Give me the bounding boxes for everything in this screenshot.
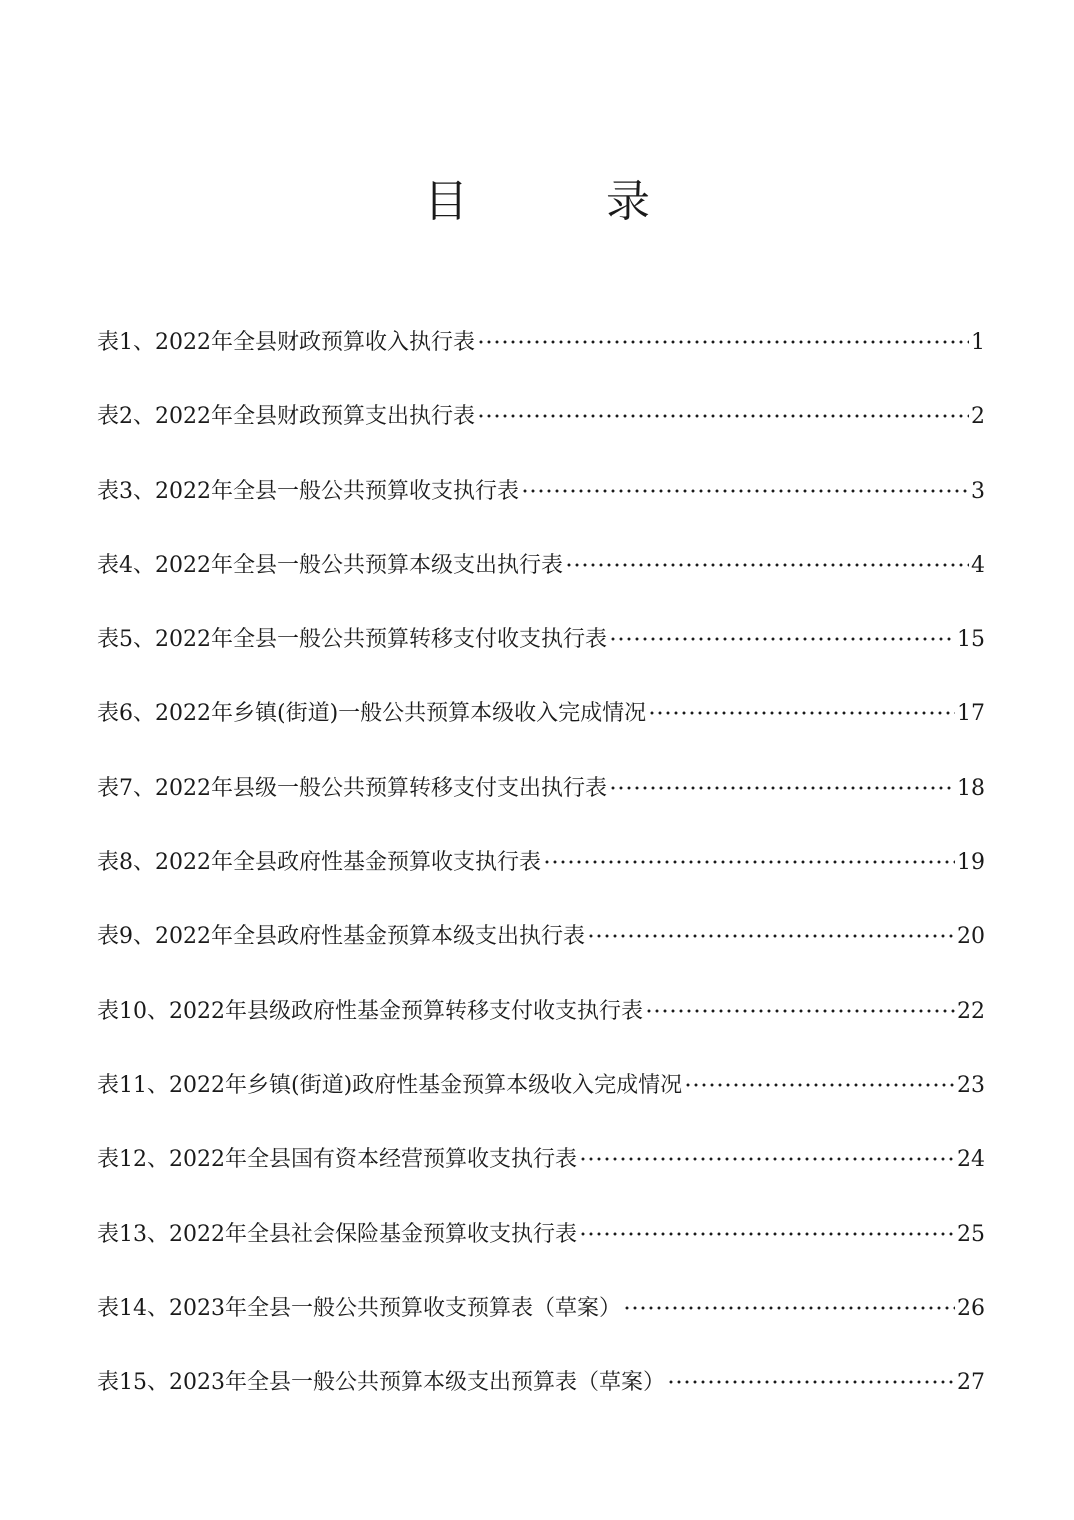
- toc-entry[interactable]: [97, 543, 985, 617]
- toc-entry-label[interactable]: 表6、2022年乡镇(街道)一般公共预算本级收入完成情况: [97, 701, 647, 727]
- toc-entry-label[interactable]: 表7、2022年县级一般公共预算转移支付支出执行表: [97, 775, 607, 801]
- dot-leader: [609, 786, 955, 790]
- toc-entry-label[interactable]: 表4、2022年全县一般公共预算本级支出执行表: [97, 552, 563, 578]
- toc-entry[interactable]: [97, 691, 985, 765]
- dot-leader: [543, 860, 955, 864]
- toc-entry-label[interactable]: 表13、2022年全县社会保险基金预算收支执行表: [97, 1221, 577, 1247]
- dot-leader: [648, 711, 955, 715]
- dot-leader: [565, 563, 969, 567]
- toc-entry[interactable]: [97, 320, 985, 394]
- table-of-contents: [97, 320, 985, 1434]
- toc-entry-page[interactable]: 22: [957, 998, 985, 1024]
- toc-entry[interactable]: [97, 914, 985, 988]
- toc-entry-page[interactable]: 2: [971, 404, 985, 430]
- toc-entry-page[interactable]: 23: [957, 1072, 985, 1098]
- toc-entry-label[interactable]: 表12、2022年全县国有资本经营预算收支执行表: [97, 1147, 577, 1173]
- toc-entry[interactable]: [97, 394, 985, 468]
- toc-entry-page[interactable]: 3: [971, 478, 985, 504]
- title-char-2: 录: [606, 176, 650, 227]
- toc-entry-page[interactable]: 27: [957, 1370, 985, 1396]
- dot-leader: [579, 1232, 955, 1236]
- toc-entry-page[interactable]: 20: [957, 924, 985, 950]
- toc-entry-page[interactable]: 24: [957, 1147, 985, 1173]
- toc-entry-page[interactable]: 15: [957, 627, 985, 653]
- title-char-1: 目: [424, 176, 468, 227]
- toc-entry-page[interactable]: 19: [957, 850, 985, 876]
- dot-leader: [587, 934, 955, 938]
- toc-entry[interactable]: [97, 617, 985, 691]
- toc-entry-page[interactable]: 1: [971, 330, 985, 355]
- toc-entry-label[interactable]: 表3、2022年全县一般公共预算收支执行表: [97, 478, 519, 504]
- toc-entry-label[interactable]: 表11、2022年乡镇(街道)政府性基金预算本级收入完成情况: [97, 1072, 683, 1098]
- toc-entry-label[interactable]: 表15、2023年全县一般公共预算本级支出预算表（草案）: [97, 1370, 665, 1396]
- toc-entry-label[interactable]: 表10、2022年县级政府性基金预算转移支付收支执行表: [97, 998, 643, 1024]
- dot-leader: [645, 1009, 955, 1013]
- toc-entry[interactable]: [97, 1286, 985, 1360]
- toc-entry-page[interactable]: 26: [957, 1295, 985, 1321]
- toc-entry-page[interactable]: 17: [957, 701, 985, 727]
- dot-leader: [477, 414, 969, 418]
- toc-entry-label[interactable]: 表2、2022年全县财政预算支出执行表: [97, 404, 475, 430]
- dot-leader: [521, 489, 969, 493]
- toc-entry-label[interactable]: 表1、2022年全县财政预算收入执行表: [97, 330, 475, 355]
- title-spacer: [476, 172, 598, 232]
- toc-entry-page[interactable]: 25: [957, 1221, 985, 1247]
- toc-entry[interactable]: [97, 1137, 985, 1211]
- toc-entry-label[interactable]: 表8、2022年全县政府性基金预算收支执行表: [97, 850, 541, 876]
- dot-leader: [667, 1380, 955, 1384]
- page-title: [0, 172, 1074, 232]
- toc-entry-label[interactable]: 表5、2022年全县一般公共预算转移支付收支执行表: [97, 627, 607, 653]
- dot-leader: [477, 340, 969, 344]
- toc-entry[interactable]: [97, 1063, 985, 1137]
- dot-leader: [609, 637, 955, 641]
- toc-entry[interactable]: [97, 989, 985, 1063]
- dot-leader: [623, 1306, 955, 1310]
- toc-entry-page[interactable]: 18: [957, 775, 985, 801]
- toc-entry[interactable]: [97, 469, 985, 543]
- dot-leader: [684, 1083, 955, 1087]
- toc-entry-label[interactable]: 表14、2023年全县一般公共预算收支预算表（草案）: [97, 1295, 621, 1321]
- toc-entry-page[interactable]: 4: [971, 552, 985, 578]
- toc-entry[interactable]: [97, 1360, 985, 1434]
- toc-entry[interactable]: [97, 840, 985, 914]
- toc-entry[interactable]: [97, 1212, 985, 1286]
- toc-entry-label[interactable]: 表9、2022年全县政府性基金预算本级支出执行表: [97, 924, 585, 950]
- dot-leader: [579, 1157, 955, 1161]
- toc-entry[interactable]: [97, 766, 985, 840]
